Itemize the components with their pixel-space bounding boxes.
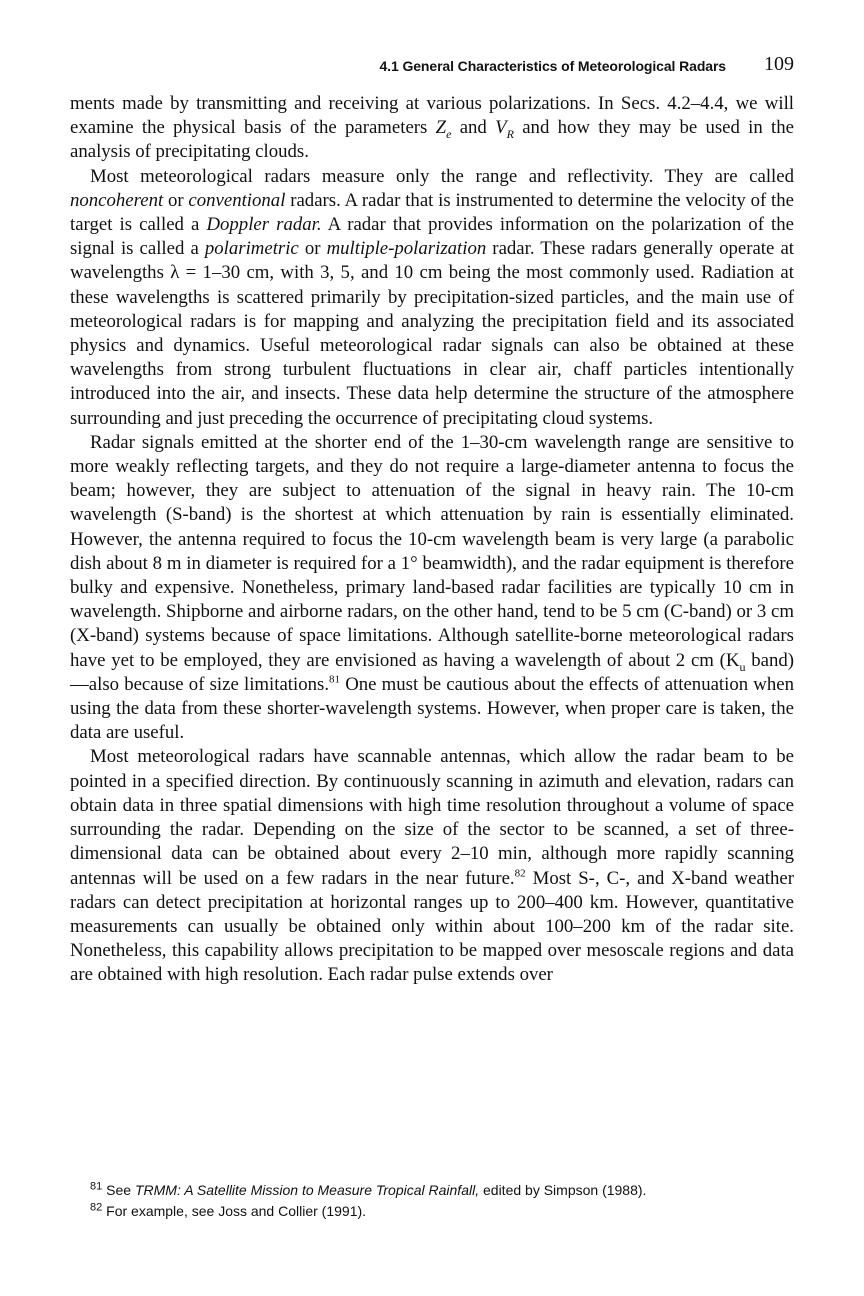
page-number: 109 (764, 53, 794, 75)
footnotes (70, 1180, 794, 1222)
body-text (70, 92, 794, 988)
running-title: 4.1 General Characteristics of Meteorological Radars (379, 58, 726, 74)
footnote-81: $^{81}$ See TRMM: A Satellite Mission to Measure Tropical Rainfall, edited by Simpson (1988). (90, 1180, 647, 1198)
paragraph-4: Most meteorological radars have scannable antennas, which allow the radar beam to be pointed in a specified direction. By continuously scanning in azimuth and elevation, radars can obtain data in three spatial dimensions with high time resolution throughout a volume of space surrounding the radar. Depending on the size of the sector to be scanned, a set of three-dimensional data can be obtained about every 2–10 min, although more rapidly scanning antennas will be used on a few radars in the near future.$^{82}$ Most S-, C-, and X-band weather radars can detect precipitation at horizontal ranges up to 200–400 km. However, quantitative measurements can usually be obtained only within about 100–200 km of the radar site. Nonetheless, this capability allows precipitation to be mapped over mesoscale regions and data are obtained with high resolution. Each radar pulse extends over (70, 746, 794, 986)
footnote-ref-81: 81 (329, 673, 341, 686)
footnote-82: $^{82}$ For example, see Joss and Collier (1991). (90, 1201, 367, 1219)
footnote-ref-82: 82 (514, 867, 526, 880)
paragraph-2: Most meteorological radars measure only the range and reflectivity. They are called noncoherent or conventional radars. A radar that is instrumented to determine the velocity of the target is called a Doppler radar. A radar that provides information on the polarization of the signal is called a polarimetric or multiple-polarization radar. These radars generally operate at wavelengths λ = 1–30 cm, with 3, 5, and 10 cm being the most commonly used. Radiation at these wavelengths is scattered primarily by precipitation-sized particles, and the main use of meteorological radars is for mapping and analyzing the precipitation field and its associated physics and dynamics. Useful meteorological radar signals can also be obtained at these wavelengths from strong turbulent fluctuations in clear air, chaff particles intentionally introduced into the air, and insects. These data help determine the structure of the atmosphere surrounding and just preceding the occurrence of precipitating cloud systems. (70, 165, 794, 429)
paragraph-3: Radar signals emitted at the shorter end of the 1–30-cm wavelength range are sensitive to more weakly reflecting targets, and they do not require a large-diameter antenna to focus the beam; however, they are subject to attenuation of the signal in heavy rain. The 10-cm wavelength (S-band) is the shortest at which attenuation by rain is essentially eliminated. However, the antenna required to focus the 10-cm wavelength beam is very large (a parabolic dish about 8 m in diameter is required for a 1° beamwidth), and the radar equipment is therefore bulky and expensive. Nonetheless, primary land-based radar facilities are typically 10 cm in wavelength. Shipborne and airborne radars, on the other hand, tend to be 5 cm (C-band) or 3 cm (X-band) systems because of space limitations. Although satellite-borne meteorological radars have yet to be employed, they are envisioned as having a wavelength of about 2 cm ($K_u$ band)—also because of size limitations.$^{81}$ One must be cautious about the effects of attenuation when using the data from these shorter-wavelength systems. However, when proper care is taken, the data are useful. (70, 431, 794, 744)
page-header (70, 52, 794, 82)
paragraph-1: ments made by transmitting and receiving at various polarizations. In Secs. 4.2–4.4, we will examine the physical basis of the parameters $Z_e$ and $V_R$ and how they may be used in the analysis of precipitating clouds. (70, 93, 795, 163)
